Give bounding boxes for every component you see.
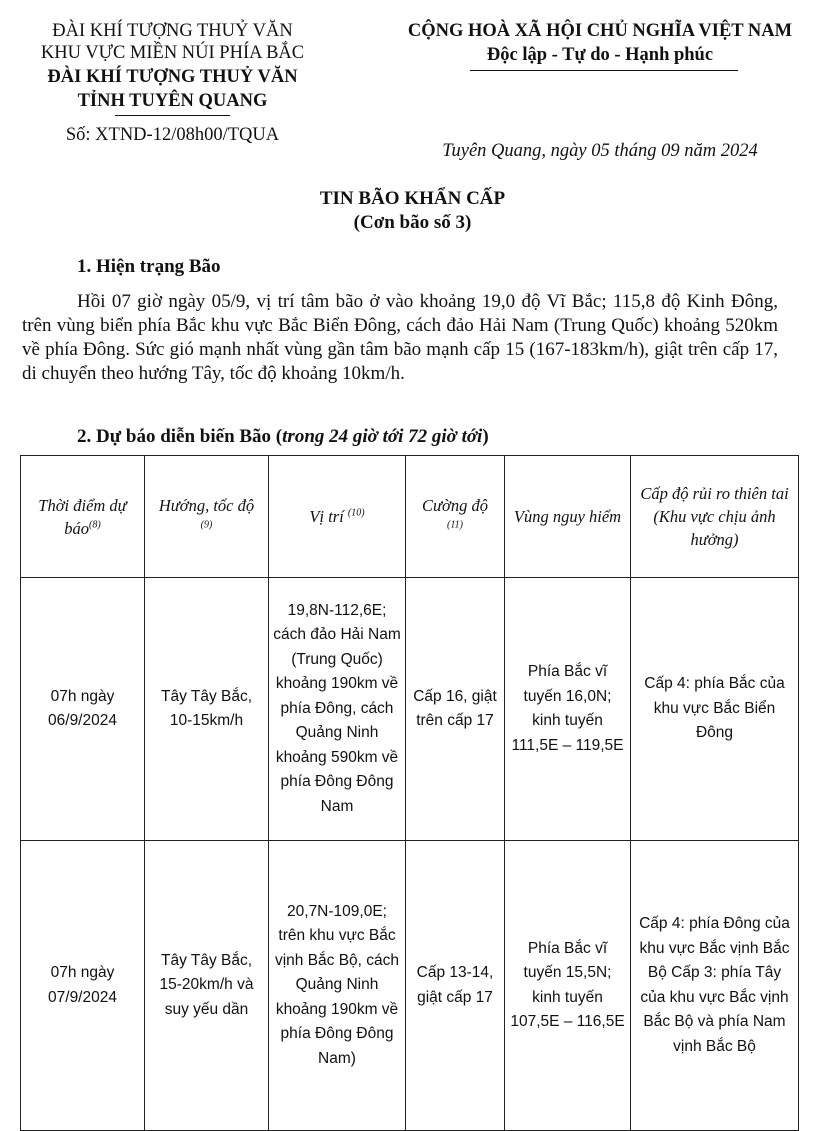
agency-line-1: ĐÀI KHÍ TƯỢNG THUỶ VĂN — [52, 21, 293, 41]
header-danger-zone: Vùng nguy hiểm — [505, 456, 631, 578]
section-2-heading-period: trong 24 giờ tới 72 giờ tới — [282, 426, 483, 447]
header-intensity: Cường độ $^{(11)}$ — [406, 456, 505, 578]
cell-risk: Cấp 4: phía Đông của khu vực Bắc vịnh Bắc Bộ Cấp 3: phía Tây của khu vực Bắc vịnh Bắc Bộ và phía Nam vịnh Bắc Bộ — [631, 841, 799, 1131]
document-subtitle: (Cơn bão số 3) — [353, 212, 472, 233]
forecast-table — [20, 455, 799, 1131]
cell-danger-zone: Phía Bắc vĩ tuyến 16,0N; kinh tuyến 111,5E – 119,5E — [505, 578, 631, 841]
table-row — [21, 841, 799, 1131]
country-name: CỘNG HOÀ XÃ HỘI CHỦ NGHĨA VIỆT NAM — [407, 21, 793, 41]
header-forecast-time: Thời điểm dự báo$^{(8)}$ — [21, 456, 145, 578]
agency-line-4: TỈNH TUYÊN QUANG — [77, 91, 268, 111]
cell-position: 20,7N-109,0E; trên khu vực Bắc vịnh Bắc Bộ, cách Quảng Ninh khoảng 190km về phía Đông Đông Nam) — [269, 841, 406, 1131]
motto: Độc lập - Tự do - Hạnh phúc — [486, 45, 714, 65]
motto-underline — [470, 70, 738, 71]
section-1-body: Hồi 07 giờ ngày 05/9, vị trí tâm bão ở vào khoảng 19,0 độ Vĩ Bắc; 115,8 độ Kinh Đông, trên vùng biển phía Bắc khu vực Bắc Biển Đông, cách đảo Hải Nam (Trung Quốc) khoảng 520km về phía Đông. Sức gió mạnh nhất vùng gần tâm bão mạnh cấp 15 (167-183km/h), giật trên cấp 17, di chuyển theo hướng Tây, tốc độ khoảng 10km/h. — [22, 291, 778, 384]
cell-intensity: Cấp 13-14, giật cấp 17 — [406, 841, 505, 1131]
header-direction-speed: Hướng, tốc độ $^{(9)}$ — [145, 456, 269, 578]
cell-direction: Tây Tây Bắc, 10-15km/h — [145, 578, 269, 841]
agency-underline — [115, 115, 230, 116]
section-1-heading: 1. Hiện trạng Bão — [77, 256, 221, 277]
document-number: Số: XTND-12/08h00/TQUA — [65, 125, 280, 145]
document-date: Tuyên Quang, ngày 05 tháng 09 năm 2024 — [442, 141, 758, 161]
agency-line-3: ĐÀI KHÍ TƯỢNG THUỶ VĂN — [47, 67, 298, 87]
cell-position: 19,8N-112,6E; cách đảo Hải Nam (Trung Quốc) khoảng 190km về phía Đông, cách Quảng Ninh khoảng 590km về phía Đông Đông Nam — [269, 578, 406, 841]
table-row — [21, 578, 799, 841]
table-header-row — [21, 456, 799, 578]
section-2-heading — [77, 425, 489, 449]
cell-intensity: Cấp 16, giật trên cấp 17 — [406, 578, 505, 841]
cell-time: 07h ngày 07/9/2024 — [21, 841, 145, 1131]
section-2-heading-close: ) — [482, 426, 489, 447]
document-title: TIN BÃO KHẨN CẤP — [319, 188, 506, 209]
cell-direction: Tây Tây Bắc, 15-20km/h và suy yếu dần — [145, 841, 269, 1131]
agency-line-2: KHU VỰC MIỀN NÚI PHÍA BẮC — [40, 43, 305, 63]
header-risk-level: Cấp độ rủi ro thiên tai (Khu vực chịu ảnh hưởng) — [631, 456, 799, 578]
header-position: Vị trí $^{(10)}$ — [269, 456, 406, 578]
section-2-heading-text: 2. Dự báo diễn biến Bão ( — [77, 426, 283, 447]
cell-danger-zone: Phía Bắc vĩ tuyến 15,5N; kinh tuyến 107,5E – 116,5E — [505, 841, 631, 1131]
cell-risk: Cấp 4: phía Bắc của khu vực Bắc Biển Đông — [631, 578, 799, 841]
cell-time: 07h ngày 06/9/2024 — [21, 578, 145, 841]
